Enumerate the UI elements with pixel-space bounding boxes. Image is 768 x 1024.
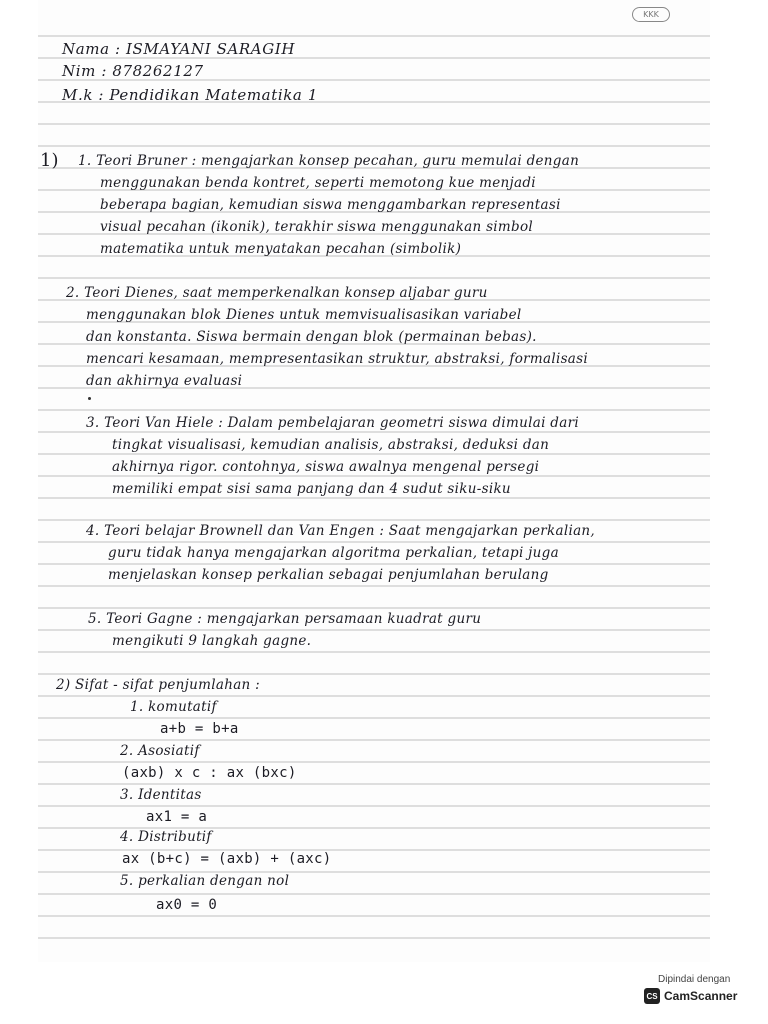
answer-line: 3. Teori Van Hiele : Dalam pembelajaran geometri siswa dimulai dari bbox=[86, 415, 579, 431]
watermark-brand: CamScanner bbox=[664, 989, 738, 1003]
property-name: 1. komutatif bbox=[130, 699, 217, 715]
answer-line: menggunakan blok Dienes untuk memvisualisasikan variabel bbox=[86, 307, 522, 323]
property-name: 2. Asosiatif bbox=[120, 743, 200, 759]
property-formula: (axb) x c : ax (bxc) bbox=[122, 765, 297, 781]
answer-line: dan konstanta. Siswa bermain dengan blok (permainan bebas). bbox=[86, 329, 537, 345]
answer-line: memiliki empat sisi sama panjang dan 4 sudut siku-siku bbox=[112, 481, 511, 497]
answer-line: 5. Teori Gagne : mengajarkan persamaan kuadrat guru bbox=[88, 611, 482, 627]
answer-line: akhirnya rigor. contohnya, siswa awalnya mengenal persegi bbox=[112, 459, 540, 475]
question-1-marker: 1) bbox=[40, 150, 59, 171]
header-nama: Nama : ISMAYANI SARAGIH bbox=[62, 40, 296, 58]
answer-line: menggunakan benda kontret, seperti memotong kue menjadi bbox=[100, 175, 536, 191]
answer-line: matematika untuk menyatakan pecahan (simbolik) bbox=[100, 241, 462, 257]
camscanner-watermark bbox=[644, 974, 754, 1014]
property-formula: ax1 = a bbox=[146, 809, 208, 825]
header-nim: Nim : 878262127 bbox=[62, 62, 204, 80]
property-name: 5. perkalian dengan nol bbox=[120, 873, 290, 889]
answer-line: beberapa bagian, kemudian siswa menggambarkan representasi bbox=[100, 197, 561, 213]
answer-line: 4. Teori belajar Brownell dan Van Engen : Saat mengajarkan perkalian, bbox=[86, 523, 595, 539]
watermark-caption: Dipindai dengan bbox=[658, 974, 731, 985]
answer-line: 1. Teori Bruner : mengajarkan konsep pecahan, guru memulai dengan bbox=[78, 153, 580, 169]
answer-line: dan akhirnya evaluasi bbox=[86, 373, 243, 389]
answer-line: menjelaskan konsep perkalian sebagai penjumlahan berulang bbox=[108, 567, 549, 583]
property-formula: ax0 = 0 bbox=[156, 897, 218, 913]
stray-dot bbox=[88, 397, 91, 400]
camscanner-logo-icon: CS bbox=[644, 988, 660, 1004]
answer-line: visual pecahan (ikonik), terakhir siswa menggunakan simbol bbox=[100, 219, 534, 235]
property-formula: a+b = b+a bbox=[160, 721, 239, 737]
page-badge: KKK bbox=[632, 7, 670, 22]
answer-line: mengikuti 9 langkah gagne. bbox=[112, 633, 312, 649]
question-2-title: 2) Sifat - sifat penjumlahan : bbox=[56, 677, 260, 693]
answer-line: 2. Teori Dienes, saat memperkenalkan konsep aljabar guru bbox=[66, 285, 488, 301]
answer-line: tingkat visualisasi, kemudian analisis, abstraksi, deduksi dan bbox=[112, 437, 550, 453]
property-name: 4. Distributif bbox=[120, 829, 212, 845]
property-name: 3. Identitas bbox=[120, 787, 202, 803]
property-formula: ax (b+c) = (axb) + (axc) bbox=[122, 851, 332, 867]
answer-line: guru tidak hanya mengajarkan algoritma perkalian, tetapi juga bbox=[108, 545, 559, 561]
answer-line: mencari kesamaan, mempresentasikan struktur, abstraksi, formalisasi bbox=[86, 351, 588, 367]
header-mata-kuliah: M.k : Pendidikan Matematika 1 bbox=[62, 86, 318, 104]
